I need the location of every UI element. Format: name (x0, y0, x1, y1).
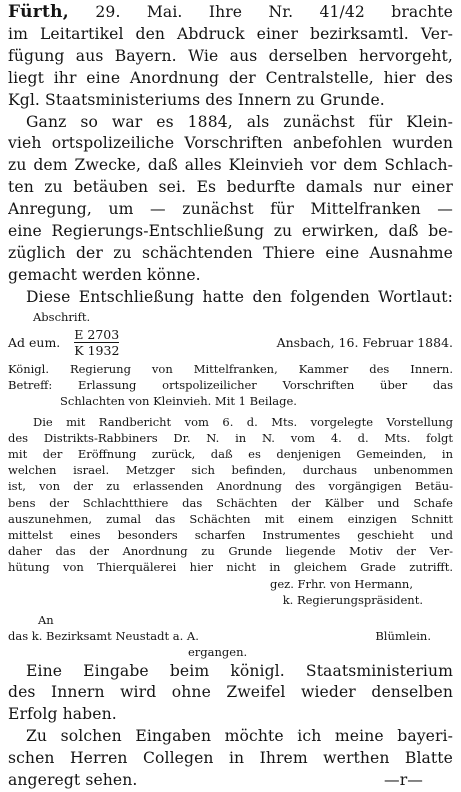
decree-heading: Königl. Regierung von Mittelfranken, Kammer des Innern. (8, 361, 453, 376)
article-line: vieh ortspolizeiliche Vorschriften anbefohlen wurden (8, 134, 453, 153)
decree-body-line: bens der Schlachtthiere das Schächten der Kälber und Schafe (8, 495, 453, 510)
article-line: ten zu betäuben sei. Es bedurfte damals nur einer (8, 178, 453, 197)
decree-heading: Schlachten von Kleinvieh. Mit 1 Beilage. (60, 394, 297, 409)
decree-abschrift: Abschrift. (33, 309, 91, 324)
newspaper-article (8, 2, 453, 792)
decree-body-line: auszunehmen, zumal das Schächten mit einem einzigen Schnitt (8, 511, 453, 526)
article-line: fügung aus Bayern. Wie aus derselben hervorgeht, (8, 46, 453, 65)
author-signature: —r— (384, 771, 423, 790)
decree-addressee-row (8, 628, 453, 644)
decree-addressee: das k. Bezirksamt Neustadt a. A. (8, 629, 199, 644)
article-line: Kgl. Staatsministeriums des Innern zu Grunde. (8, 90, 385, 109)
decree-reference-row (8, 327, 453, 358)
article-line: Ganz so war es 1884, als zunächst für Klein- (26, 112, 453, 131)
decree-body-line: mittelst eines besonders scharfen Instrumentes geschieht und (8, 527, 453, 542)
decree-body-line: daher das der Anordnung zu Grunde liegende Motiv der Ver- (8, 544, 453, 559)
decree-body-line: ist, von der zu erlassenden Anordnung des vorgängigen Betäu- (8, 479, 453, 494)
decree-an: An (38, 612, 54, 627)
decree-body-line: welchen israel. Metzger sich befinden, durchaus unbenommen (8, 463, 453, 478)
article-line: im Leitartikel den Abdruck einer bezirksamtl. Ver- (8, 24, 453, 43)
decree-ergangen: ergangen. (188, 645, 248, 660)
article-line: zu dem Zwecke, daß alles Kleinvieh vor dem Schlach- (8, 156, 453, 175)
article-line: züglich der zu schächtenden Thiere eine Ausnahme (8, 243, 453, 262)
article-line: gemacht werden könne. (8, 265, 201, 284)
place-date: Ansbach, 16. Februar 1884. (276, 334, 453, 350)
decree-heading: Betreff: Erlassung ortspolizeilicher Vorschriften über das (8, 378, 453, 393)
closing-line: des Innern wird ohne Zweifel wieder denselben (8, 683, 453, 702)
closing-line: angeregt sehen. (8, 771, 138, 790)
closing-line: Eine Eingabe beim königl. Staatsministerium (26, 661, 453, 680)
decree-signature: gez. Frhr. von Hermann, (269, 576, 413, 591)
article-line: Anregung, um — zunächst für Mittelfranken — (8, 200, 453, 219)
article-line: liegt ihr eine Anordnung der Centralstelle, hier des (8, 68, 453, 87)
decree-body-line: des Distrikts-Rabbiners Dr. N. in N. vom 4. d. Mts. folgt (8, 430, 453, 445)
decree-signature-title: k. Regierungspräsident. (282, 592, 423, 607)
decree-bluemlein: Blümlein. (375, 629, 431, 644)
closing-line: schen Herren Collegen in Ihrem werthen Blatte (8, 749, 453, 768)
closing-line: Erfolg haben. (8, 705, 117, 724)
decree-intro: Diese Entschließung hatte den folgenden Wortlaut: (26, 287, 453, 306)
decree-body-line: hütung von Thierquälerei hier nicht in gleichem Grade zutrifft. (8, 560, 453, 575)
reference-number (74, 327, 119, 358)
closing-last-row (8, 770, 453, 792)
decree-body-line: mit der Eröffnung zurück, daß es denjenigen Gemeinden, in (8, 446, 453, 461)
ad-eum: Ad eum. (8, 334, 61, 350)
closing-line: Zu solchen Eingaben möchte ich meine bayeri- (26, 727, 453, 746)
reference-bottom: K 1932 (74, 342, 120, 358)
article-first-line (8, 2, 453, 24)
article-line: eine Regierungs-Entschließung zu erwirken, daß be- (8, 222, 453, 241)
reference-top: E 2703 (74, 326, 120, 342)
dateline-text: 29. Mai. Ihre Nr. 41/42 brachte (95, 3, 453, 21)
dateline-location: Fürth, (8, 2, 70, 22)
decree-body-line: Die mit Randbericht vom 6. d. Mts. vorgelegte Vorstellung (33, 414, 453, 429)
